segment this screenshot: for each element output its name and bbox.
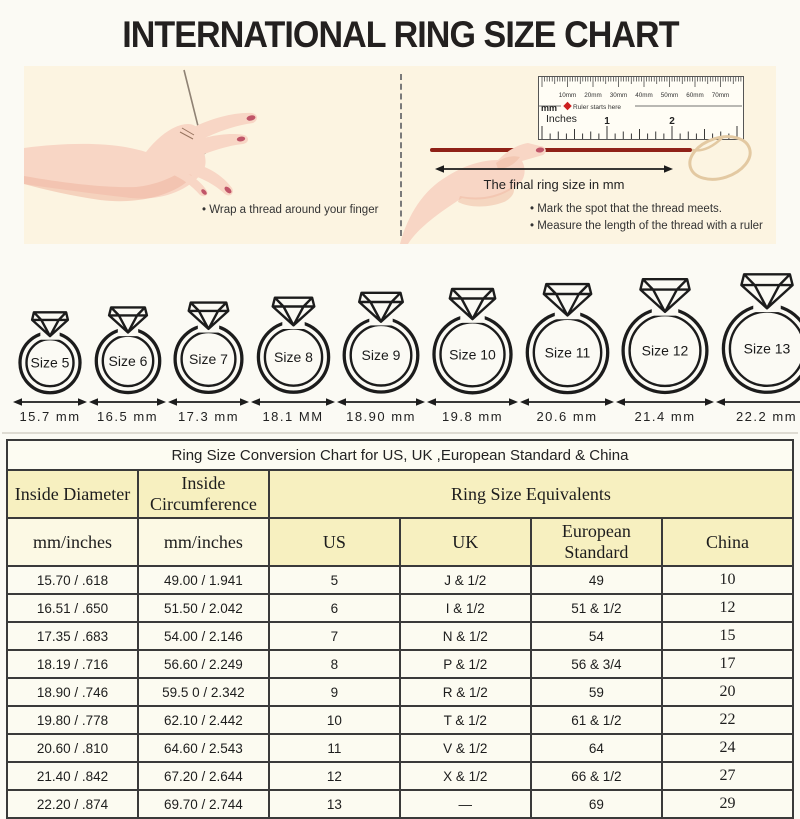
ring-measure-arrow <box>336 396 426 408</box>
ring-measure-label: 21.4 mm <box>634 409 695 424</box>
final-size-arrow-graphic <box>434 163 674 175</box>
ring-gap <box>40 325 59 340</box>
table-cell: 10 <box>662 566 793 594</box>
table-cell: 54.00 / 2.146 <box>138 622 269 650</box>
subheader-us: US <box>269 518 400 566</box>
table-cell: 69.70 / 2.744 <box>138 790 269 818</box>
table-row <box>7 790 793 818</box>
ruler-inch-number: 1 <box>604 116 610 127</box>
ring-size-label: Size 11 <box>544 344 590 360</box>
rings-row <box>8 254 792 424</box>
table-cell: 64.60 / 2.543 <box>138 734 269 762</box>
ring-graphic <box>429 285 516 396</box>
ring-measure-arrow <box>426 396 519 408</box>
header-ring-size-equivalents: Ring Size Equivalents <box>269 470 793 518</box>
ruler-unit-label: mm <box>541 103 557 113</box>
ruler-mm-label: 70mm <box>712 92 730 99</box>
ring-size-label: Size 13 <box>743 341 790 357</box>
wrap-instruction: • Wrap a thread around your finger <box>202 204 378 216</box>
ring-graphic <box>170 299 247 396</box>
table-cell: X & 1/2 <box>400 762 531 790</box>
ring-item <box>88 304 167 424</box>
ring-gap <box>198 318 219 333</box>
ring-item <box>715 270 800 424</box>
ring-measure-arrow <box>12 396 88 408</box>
table-cell: 16.51 / .650 <box>7 594 138 622</box>
conversion-table-body <box>7 566 793 818</box>
ruler-inch-number: 2 <box>669 116 675 127</box>
final-size-label: The final ring size in mm <box>434 177 674 192</box>
table-cell: 5 <box>269 566 400 594</box>
table-cell: 49.00 / 1.941 <box>138 566 269 594</box>
table-row <box>7 650 793 678</box>
ring-measure-label: 15.7 mm <box>19 409 80 424</box>
ring-measure-arrow <box>615 396 715 408</box>
table-cell: 12 <box>269 762 400 790</box>
ring-graphic <box>718 270 800 396</box>
ring-item <box>336 289 426 424</box>
ring-measure-label: 22.2 mm <box>736 409 797 424</box>
ring-graphic <box>91 304 165 396</box>
table-cell: 15.70 / .618 <box>7 566 138 594</box>
table-cell: I & 1/2 <box>400 594 531 622</box>
ring-graphic <box>15 309 85 396</box>
table-cell: 59 <box>531 678 662 706</box>
table-cell: 15 <box>662 622 793 650</box>
subheader-china: China <box>662 518 793 566</box>
right-panel <box>400 66 776 244</box>
table-cell: 61 & 1/2 <box>531 706 662 734</box>
table-cell: 22 <box>662 706 793 734</box>
ruler-mm-label: 30mm <box>610 92 628 99</box>
table-row <box>7 706 793 734</box>
subheader-circumference-units: mm/inches <box>138 518 269 566</box>
table-caption-row <box>7 440 793 470</box>
ring-measure-label: 18.1 MM <box>262 409 323 424</box>
table-cell: 19.80 / .778 <box>7 706 138 734</box>
ring-graphic <box>253 294 334 396</box>
section-divider <box>2 432 798 434</box>
ring-measure-label: 19.8 mm <box>442 409 503 424</box>
table-row <box>7 566 793 594</box>
ruler-mm-label: 40mm <box>635 92 653 99</box>
table-cell: 24 <box>662 734 793 762</box>
table-cell: 64 <box>531 734 662 762</box>
hand-thread-illustration <box>24 66 400 244</box>
table-cell: 51 & 1/2 <box>531 594 662 622</box>
ruler-mm-label: 10mm <box>559 92 577 99</box>
table-cell: J & 1/2 <box>400 566 531 594</box>
table-cell: 49 <box>531 566 662 594</box>
table-cell: 18.90 / .746 <box>7 678 138 706</box>
table-cell: 56.60 / 2.249 <box>138 650 269 678</box>
ring-size-label: Size 5 <box>31 355 70 371</box>
ring-size-label: Size 7 <box>189 351 228 367</box>
table-cell: P & 1/2 <box>400 650 531 678</box>
subheader-diameter-units: mm/inches <box>7 518 138 566</box>
subheader-uk: UK <box>400 518 531 566</box>
ring-gap <box>369 310 392 325</box>
table-cell: 9 <box>269 678 400 706</box>
ring-size-label: Size 9 <box>362 347 401 363</box>
table-cell: R & 1/2 <box>400 678 531 706</box>
ring-measure-arrow <box>167 396 250 408</box>
ring-graphic <box>339 289 423 396</box>
table-cell: 29 <box>662 790 793 818</box>
table-row <box>7 762 793 790</box>
table-cell: — <box>400 790 531 818</box>
ring-measure-arrow <box>519 396 615 408</box>
conversion-table <box>6 439 794 819</box>
table-cell: 69 <box>531 790 662 818</box>
ruler-start-note: Ruler starts here <box>573 104 621 111</box>
table-row <box>7 678 793 706</box>
ring-graphic <box>618 275 712 396</box>
table-row <box>7 594 793 622</box>
ruler-mm-label: 20mm <box>584 92 602 99</box>
table-group-header-row <box>7 470 793 518</box>
instruction-bullet: • Measure the length of the thread with a ruler <box>530 218 763 235</box>
table-cell: N & 1/2 <box>400 622 531 650</box>
ruler-mm-label: 60mm <box>686 92 704 99</box>
ring-item <box>250 294 336 424</box>
instruction-bullet: • Mark the spot that the thread meets. <box>530 201 763 218</box>
table-cell: 17 <box>662 650 793 678</box>
table-cell: 8 <box>269 650 400 678</box>
ring-measure-label: 17.3 mm <box>178 409 239 424</box>
ring-item <box>615 275 715 424</box>
ring-item <box>12 309 88 424</box>
table-cell: 51.50 / 2.042 <box>138 594 269 622</box>
table-cell: 67.20 / 2.644 <box>138 762 269 790</box>
ring-size-label: Size 8 <box>274 349 313 365</box>
table-cell: 17.35 / .683 <box>7 622 138 650</box>
table-cell: 21.40 / .842 <box>7 762 138 790</box>
table-cell: T & 1/2 <box>400 706 531 734</box>
ring-gap <box>282 314 304 329</box>
table-cell: 27 <box>662 762 793 790</box>
subheader-european-standard: European Standard <box>531 518 662 566</box>
ring-size-label: Size 12 <box>642 343 689 359</box>
conversion-table-wrap <box>6 439 794 819</box>
table-cell: 20 <box>662 678 793 706</box>
ring-measure-arrow <box>715 396 800 408</box>
ruler-mm-label: 50mm <box>661 92 679 99</box>
table-row <box>7 734 793 762</box>
table-cell: 7 <box>269 622 400 650</box>
table-cell: 66 & 1/2 <box>531 762 662 790</box>
ring-measure-label: 20.6 mm <box>536 409 597 424</box>
ring-graphic <box>522 280 613 396</box>
table-sub-header-row <box>7 518 793 566</box>
ring-item <box>167 299 250 424</box>
ruler-inches-label: Inches <box>546 113 577 125</box>
table-cell: 12 <box>662 594 793 622</box>
table-cell: V & 1/2 <box>400 734 531 762</box>
table-cell: 20.60 / .810 <box>7 734 138 762</box>
header-inside-diameter: Inside Diameter <box>7 470 138 518</box>
table-caption: Ring Size Conversion Chart for US, UK ,European Standard & China <box>7 440 793 470</box>
table-cell: 59.5 0 / 2.342 <box>138 678 269 706</box>
table-cell: 10 <box>269 706 400 734</box>
title-bar <box>0 0 800 64</box>
table-cell: 56 & 3/4 <box>531 650 662 678</box>
table-cell: 54 <box>531 622 662 650</box>
ring-gap <box>117 321 137 336</box>
ring-item <box>426 285 519 424</box>
page-title: INTERNATIONAL RING SIZE CHART <box>122 14 678 56</box>
table-cell: 13 <box>269 790 400 818</box>
table-row <box>7 622 793 650</box>
ring-measure-label: 18.90 mm <box>346 409 416 424</box>
ring-measure-label: 16.5 mm <box>97 409 158 424</box>
ring-size-label: Size 6 <box>108 353 147 369</box>
ring-item <box>519 280 615 424</box>
table-cell: 11 <box>269 734 400 762</box>
table-cell: 62.10 / 2.442 <box>138 706 269 734</box>
instruction-bullets <box>530 201 763 235</box>
header-inside-circumference: Inside Circumference <box>138 470 269 518</box>
ring-measure-arrow <box>250 396 336 408</box>
ring-size-label: Size 10 <box>449 346 496 362</box>
pointing-hand <box>400 143 546 244</box>
table-cell: 22.20 / .874 <box>7 790 138 818</box>
table-cell: 6 <box>269 594 400 622</box>
instruction-panels <box>24 66 776 244</box>
table-cell: 18.19 / .716 <box>7 650 138 678</box>
left-panel <box>24 66 400 244</box>
ring-measure-arrow <box>88 396 167 408</box>
